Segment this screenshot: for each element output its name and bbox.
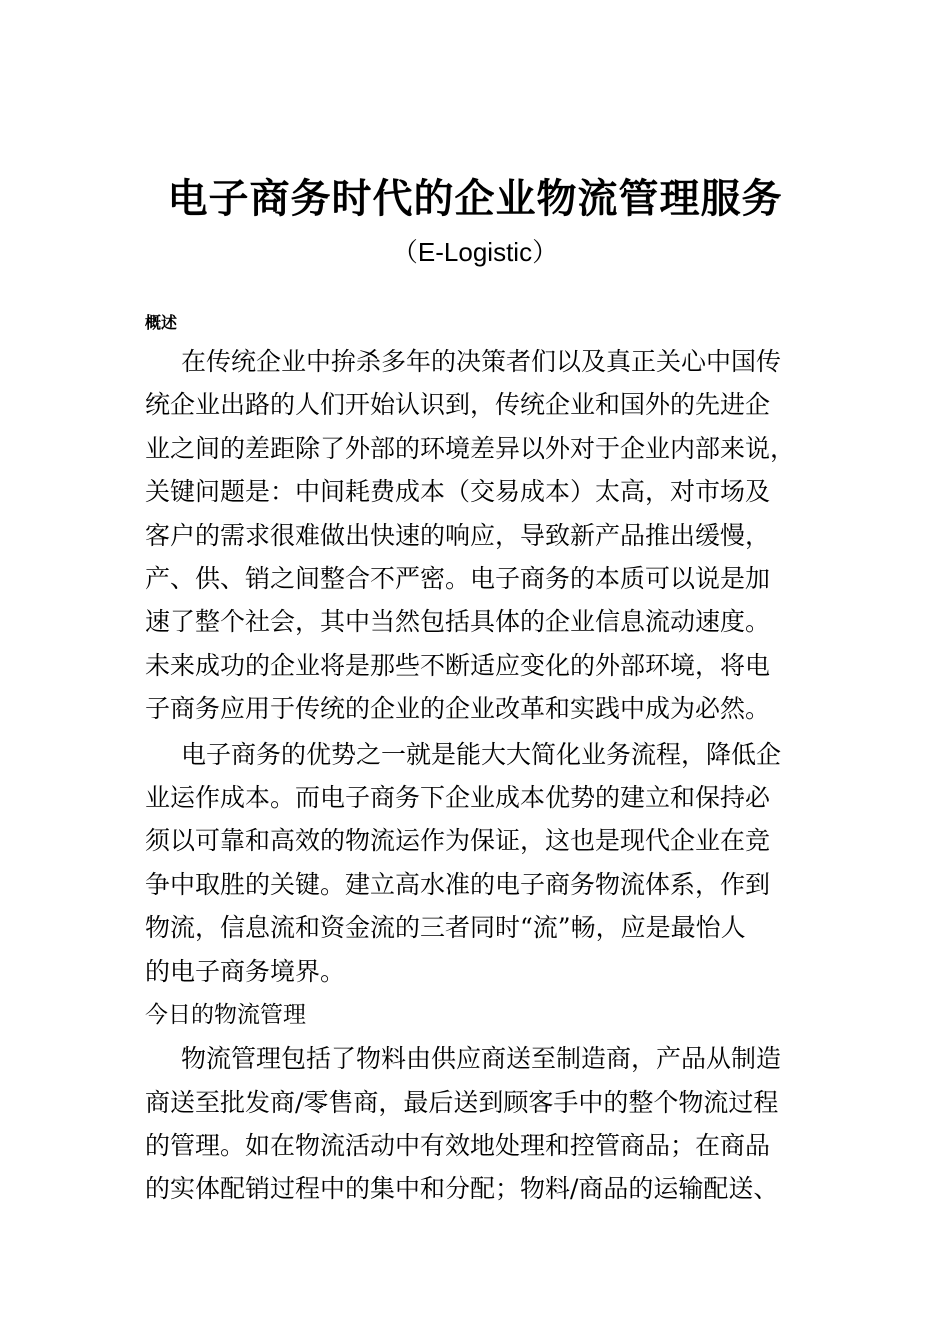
document-title: 电子商务时代的企业物流管理服务	[167, 176, 783, 222]
text-line: 未来成功的企业将是那些不断适应变化的外部环境，将电	[145, 650, 771, 680]
text-line: 物流，信息流和资金流的三者同时“流”畅，应是最怡人	[145, 913, 746, 943]
text-line: 在传统企业中拚杀多年的决策者们以及真正关心中国传	[181, 347, 782, 376]
text-line: 电子商务的优势之一就是能大大简化业务流程，降低企	[181, 739, 782, 769]
paragraph-overview-2	[145, 733, 805, 993]
text-line: 争中取胜的关键。建立高水准的电子商务物流体系，作到	[145, 869, 771, 899]
paragraph-overview-1	[145, 340, 805, 731]
text-line: 子商务应用于传统的企业的企业改革和实践中成为必然。	[145, 694, 771, 724]
text-line: 统企业出路的人们开始认识到，传统企业和国外的先进企	[145, 390, 771, 420]
paragraph-logistics-1	[145, 1037, 805, 1211]
text-line: 产、供、销之间整合不严密。电子商务的本质可以说是加	[145, 564, 771, 594]
document-subtitle: （E-Logistic）	[391, 237, 559, 267]
text-line: 业之间的差距除了外部的环境差异以外对于企业内部来说，	[145, 433, 796, 463]
text-line: 的电子商务境界。	[145, 956, 346, 986]
text-line: 的实体配销过程中的集中和分配；物料/商品的运输配送、	[145, 1174, 779, 1204]
text-line: 业运作成本。而电子商务下企业成本优势的建立和保持必	[145, 783, 771, 813]
document-body	[145, 312, 805, 1213]
text-line: 客户的需求很难做出快速的响应，导致新产品推出缓慢，	[145, 520, 771, 550]
section-heading-logistics: 今日的物流管理	[145, 1002, 306, 1029]
text-line: 速了整个社会，其中当然包括具体的企业信息流动速度。	[145, 607, 771, 637]
text-line: 须以可靠和高效的物流运作为保证，这也是现代企业在竞	[145, 826, 771, 856]
text-line: 物流管理包括了物料由供应商送至制造商，产品从制造	[181, 1044, 782, 1074]
section-heading-overview: 概述	[145, 313, 178, 332]
text-line: 关键问题是：中间耗费成本（交易成本）太高，对市场及	[145, 477, 771, 507]
text-line: 商送至批发商/零售商，最后送到顾客手中的整个物流过程	[145, 1087, 779, 1117]
text-line: 的管理。如在物流活动中有效地处理和控管商品；在商品	[145, 1130, 771, 1160]
